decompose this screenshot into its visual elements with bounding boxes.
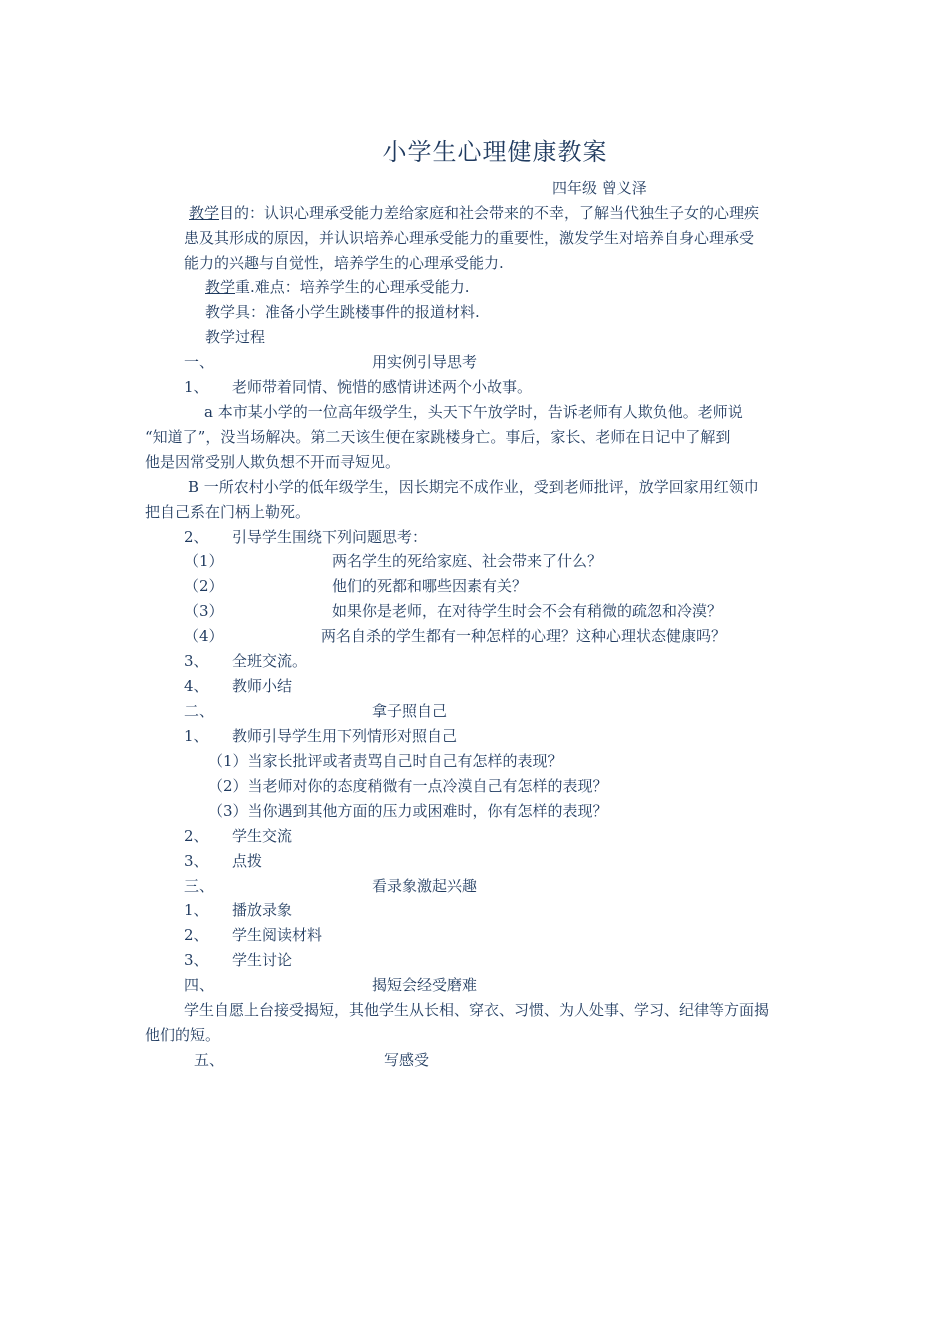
- goal-line-3: 能力的兴趣与自觉性，培养学生的心理承受能力.: [184, 254, 504, 272]
- goal-line-2: 患及其形成的原因，并认识培养心理承受能力的重要性，激发学生对培养自身心理承受: [184, 229, 755, 247]
- key-points-line: [205, 277, 470, 297]
- question-2-text: 他们的死都和哪些因素有关？: [332, 577, 528, 595]
- s1-item-2-num: 2、: [184, 528, 209, 546]
- goal-label-underlined: 教学: [189, 204, 220, 222]
- tools-line: [205, 302, 480, 322]
- story-a-line-3: 他是因常受别人欺负想不开而寻短见。: [145, 453, 401, 471]
- section-3-title: 看录象激起兴趣: [372, 877, 478, 895]
- question-2-num: （2）: [184, 577, 224, 595]
- section-3-num: 三、: [184, 877, 215, 895]
- question-1-text: 两名学生的死给家庭、社会带来了什么？: [332, 552, 603, 570]
- section-1-num: 一、: [184, 353, 215, 371]
- s2-question-3: （3）当你遇到其他方面的压力或困难时，你有怎样的表现？: [208, 802, 608, 820]
- section-4-num: 四、: [184, 976, 215, 994]
- s1-item-1-num: 1、: [184, 378, 209, 396]
- s1-item-4-text: 教师小结: [232, 677, 293, 695]
- question-3-num: （3）: [184, 602, 224, 620]
- author-line: 四年级 曾义泽: [552, 179, 647, 197]
- section-2-title: 拿子照自己: [372, 702, 448, 720]
- s4-text-line-2: 他们的短。: [145, 1026, 221, 1044]
- s2-item-2-num: 2、: [184, 827, 209, 845]
- s1-item-3-text: 全班交流。: [232, 652, 308, 670]
- s3-item-3-num: 3、: [184, 951, 209, 969]
- tools-text: 准备小学生跳楼事件的报道材料.: [265, 303, 480, 321]
- section-2-num: 二、: [184, 702, 215, 720]
- key-label: 重.难点：: [235, 278, 300, 296]
- page-title: 小学生心理健康教案: [382, 138, 608, 166]
- s2-question-1: （1）当家长批评或者责骂自己时自己有怎样的表现？: [208, 752, 563, 770]
- story-a-line-2: “知道了”，没当场解决。第二天该生便在家跳楼身亡。事后，家长、老师在日记中了解到: [145, 428, 731, 446]
- goal-text-1: 认识心理承受能力差给家庭和社会带来的不幸，了解当代独生子女的心理疾: [264, 204, 760, 222]
- s2-item-1-text: 教师引导学生用下列情形对照自己: [232, 727, 458, 745]
- key-label-underlined: 教学: [205, 278, 236, 296]
- s3-item-1-num: 1、: [184, 901, 209, 919]
- tools-label: 教学具：: [205, 303, 266, 321]
- s3-item-3-text: 学生讨论: [232, 951, 293, 969]
- s2-question-2: （2）当老师对你的态度稍微有一点冷漠自己有怎样的表现？: [208, 777, 608, 795]
- section-4-title: 揭短会经受磨难: [372, 976, 478, 994]
- question-3-text: 如果你是老师，在对待学生时会不会有稍微的疏忽和冷漠？: [332, 602, 723, 620]
- s3-item-1-text: 播放录象: [232, 901, 293, 919]
- s2-item-3-num: 3、: [184, 852, 209, 870]
- s2-item-1-num: 1、: [184, 727, 209, 745]
- section-5-title: 写感受: [384, 1051, 430, 1069]
- goal-label: 目的：: [219, 204, 265, 222]
- process-label: 教学过程: [205, 328, 266, 346]
- question-1-num: （1）: [184, 552, 224, 570]
- story-a-line-1: a 本市某小学的一位高年级学生，头天下午放学时，告诉老师有人欺负他。老师说: [204, 403, 743, 421]
- goal-line-1: [189, 203, 759, 223]
- s2-item-3-text: 点拨: [232, 852, 263, 870]
- s1-item-4-num: 4、: [184, 677, 209, 695]
- key-text: 培养学生的心理承受能力.: [299, 278, 470, 296]
- s2-item-2-text: 学生交流: [232, 827, 293, 845]
- s3-item-2-text: 学生阅读材料: [232, 926, 323, 944]
- question-4-num: （4）: [184, 627, 224, 645]
- s1-item-2-text: 引导学生围绕下列问题思考：: [232, 528, 428, 546]
- story-b-line-1: B 一所农村小学的低年级学生，因长期完不成作业，受到老师批评，放学回家用红领巾: [188, 478, 759, 496]
- s3-item-2-num: 2、: [184, 926, 209, 944]
- section-1-title: 用实例引导思考: [372, 353, 478, 371]
- s1-item-1-text: 老师带着同情、惋惜的感情讲述两个小故事。: [232, 378, 533, 396]
- s4-text-line-1: 学生自愿上台接受揭短，其他学生从长相、穿衣、习惯、为人处事、学习、纪律等方面揭: [184, 1001, 770, 1019]
- story-b-line-2: 把自己系在门柄上勒死。: [145, 503, 311, 521]
- s1-item-3-num: 3、: [184, 652, 209, 670]
- section-5-num: 五、: [194, 1051, 225, 1069]
- question-4-text: 两名自杀的学生都有一种怎样的心理？这种心理状态健康吗？: [321, 627, 727, 645]
